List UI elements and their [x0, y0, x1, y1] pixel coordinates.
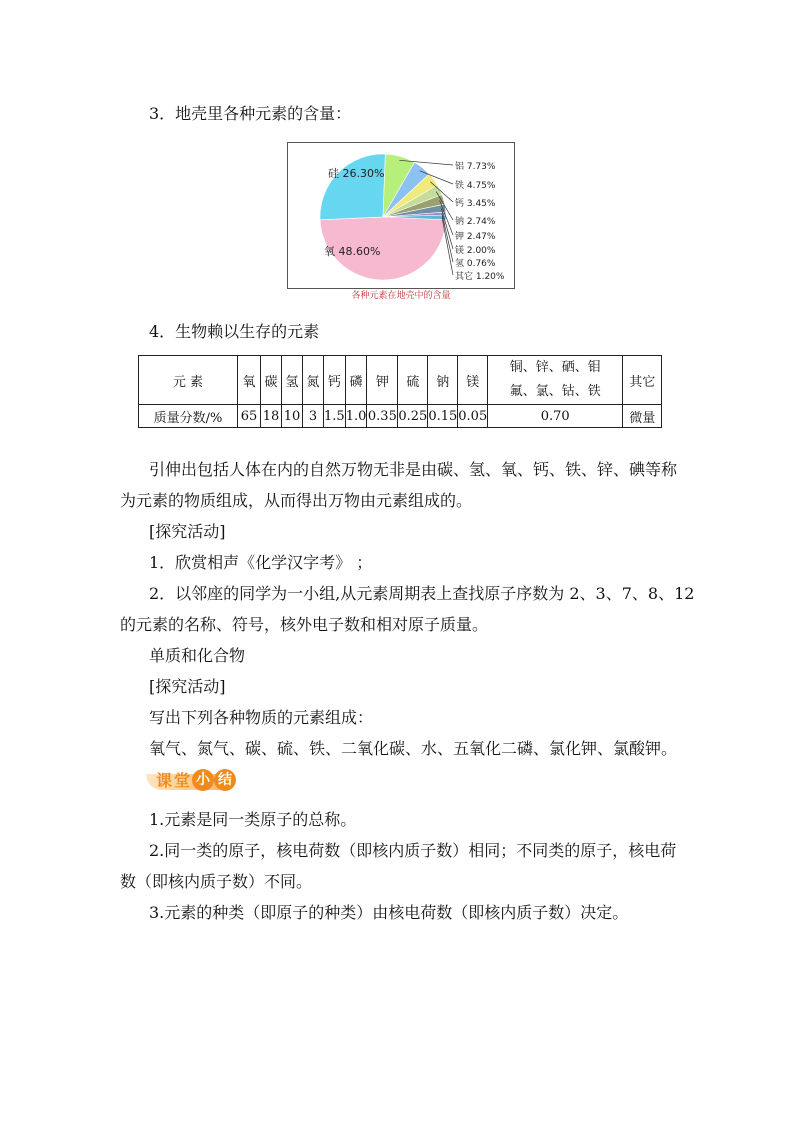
- element-cell: 硫: [398, 356, 428, 405]
- pie-label-5: 钠 2.74%: [455, 217, 496, 227]
- value-cell: 0.25: [398, 405, 428, 428]
- activity2-substances: 氧气、氮气、碳、硫、铁、二氧化碳、水、五氧化二磷、氯化钾、氯酸钾。: [149, 739, 678, 758]
- activity2-title: [探究活动]: [149, 677, 226, 696]
- paragraph1-line1: 引伸出包括人体在内的自然万物无非是由碳、氢、氧、钙、铁、锌、碘等称: [149, 460, 678, 479]
- pie-chart-svg: [288, 143, 514, 288]
- value-cell: 0.15: [428, 405, 458, 428]
- value-cell: 0.35: [367, 405, 398, 428]
- section3-heading: 3．地壳里各种元素的含量：: [149, 104, 352, 123]
- pie-label-9: 其它 1.20%: [455, 272, 505, 282]
- element-cell: 氧: [238, 356, 261, 405]
- table-header-row: [139, 356, 662, 405]
- element-cell: 氮: [303, 356, 324, 405]
- element-cell: 氢: [282, 356, 303, 405]
- pie-chart: [287, 142, 515, 289]
- value-cell: 1.5: [324, 405, 346, 428]
- activity2-prompt: 写出下列各种物质的元素组成：: [149, 708, 374, 727]
- element-cell: 钙: [324, 356, 346, 405]
- element-cell: 钾: [367, 356, 398, 405]
- pie-leader-9: [442, 217, 453, 275]
- element-cell: 钠: [428, 356, 458, 405]
- summary-badge-char: 课: [156, 771, 173, 790]
- pie-label-2: 铝 7.73%: [455, 162, 496, 172]
- section4-heading: 4．生物赖以生存的元素: [149, 322, 320, 341]
- group-value-cell: 0.70: [488, 405, 623, 428]
- pie-label-6: 钾 2.47%: [455, 232, 496, 242]
- subheading: 单质和化合物: [149, 646, 246, 665]
- element-cell: 碳: [261, 356, 282, 405]
- element-cell: 磷: [345, 356, 367, 405]
- pie-label-1: 硅 26.30%: [328, 167, 385, 180]
- other-value-cell: 微量: [623, 405, 662, 428]
- value-cell: 18: [261, 405, 282, 428]
- summary-badge-char: 堂: [174, 771, 191, 790]
- pie-slice-1: [320, 154, 385, 220]
- chart-caption: 各种元素在地壳中的含量: [351, 291, 451, 301]
- activity1-item2-line1: 2．以邻座的同学为一小组,从元素周期表上查找原子序数为 2、3、7、8、12: [149, 584, 695, 603]
- summary-badge-char: 结: [214, 769, 236, 791]
- value-cell: 10: [282, 405, 303, 428]
- value-cell: 0.05: [458, 405, 488, 428]
- activity1-title: [探究活动]: [149, 522, 226, 541]
- pie-label-3: 铁 4.75%: [455, 181, 496, 191]
- paragraph1-line2: 为元素的物质组成，从而得出万物由元素组成的。: [120, 491, 473, 510]
- value-cell: 3: [303, 405, 324, 428]
- row-label: 质量分数/%: [139, 405, 238, 428]
- pie-label-7: 镁 2.00%: [455, 246, 496, 256]
- summary-badge-char: 小: [192, 769, 214, 791]
- table-header-label: 元 素: [139, 356, 238, 405]
- summary-item2-line1: 2.同一类的原子，核电荷数（即核内质子数）相同；不同类的原子，核电荷: [149, 841, 677, 860]
- element-cell: 镁: [458, 356, 488, 405]
- group-line2: 氟、氯、钴、铁: [509, 384, 601, 399]
- trace-elements-group-cell: [488, 356, 623, 405]
- activity1-item2-line2: 的元素的名称、符号，核外电子数和相对原子质量。: [120, 615, 489, 634]
- value-cell: 1.0: [345, 405, 367, 428]
- value-cell: 65: [238, 405, 261, 428]
- pie-label-8: 氢 0.76%: [455, 259, 496, 269]
- other-header-cell: 其它: [623, 356, 662, 405]
- group-line1: 铜、锌、硒、钼: [509, 360, 601, 375]
- activity1-item1: 1．欣赏相声《化学汉字考》 ；: [149, 553, 373, 572]
- summary-item2-line2: 数（即核内质子数）不同。: [120, 872, 313, 891]
- pie-label-0: 氧 48.60%: [324, 245, 381, 258]
- pie-label-4: 钙 3.45%: [455, 199, 496, 209]
- summary-item3: 3.元素的种类（即原子的种类）由核电荷数（即核内质子数）决定。: [149, 903, 629, 922]
- summary-item1: 1.元素是同一类原子的总称。: [149, 810, 357, 829]
- elements-table: [138, 355, 662, 428]
- summary-badge: [146, 766, 238, 794]
- table-value-row: [139, 405, 662, 428]
